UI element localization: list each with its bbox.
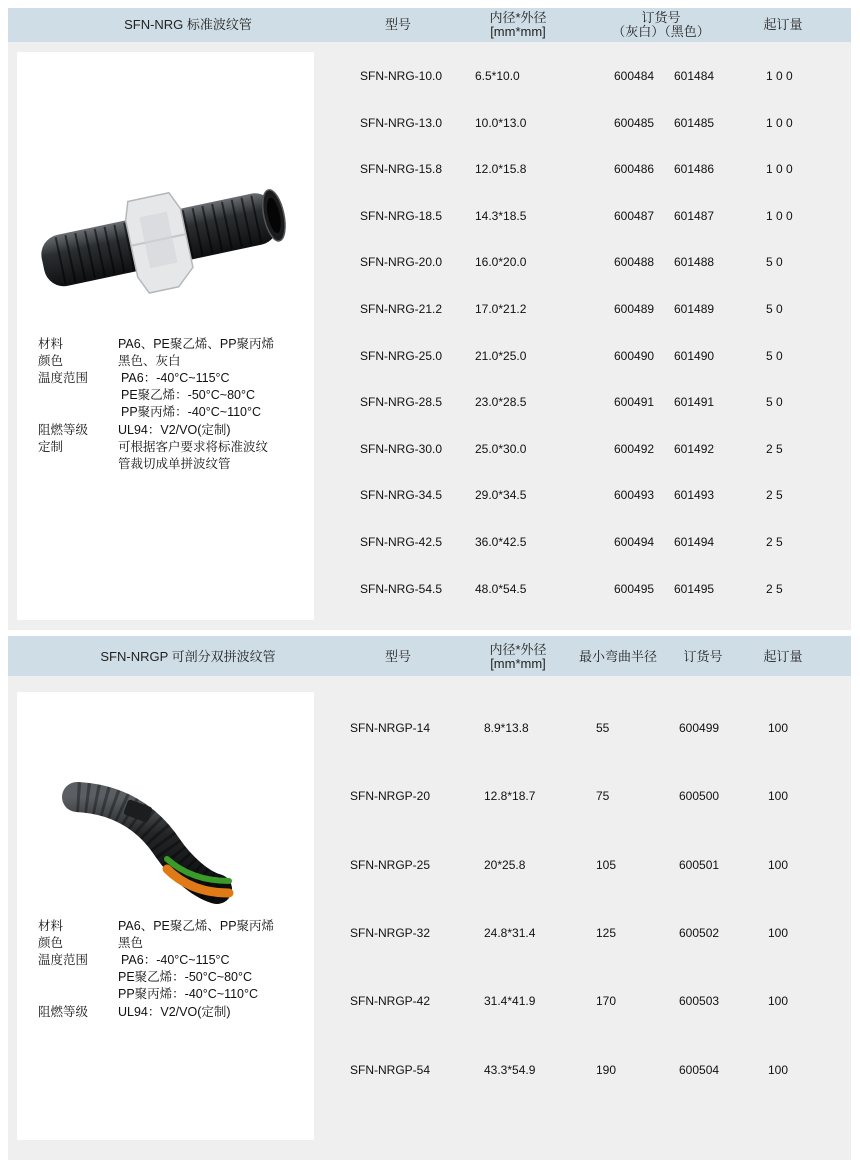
cell-model: SFN-NRG-20.0 xyxy=(360,255,443,270)
cell-moq: 2 5 xyxy=(766,581,783,596)
cell-size: 23.0*28.5 xyxy=(475,395,527,410)
cell-order-black: 601490 xyxy=(674,348,715,363)
spec2-material-label: 材料 xyxy=(38,919,64,933)
cell-model: SFN-NRGP-14 xyxy=(350,721,431,735)
cell-model: SFN-NRG-25.0 xyxy=(360,348,443,363)
table-row xyxy=(8,346,851,366)
cell-order-black: 601493 xyxy=(674,488,715,503)
col-moq: 起订量 xyxy=(763,17,803,32)
spec-color: 黑色、灰白 xyxy=(118,354,181,368)
table-row xyxy=(8,252,851,272)
cell-model: SFN-NRG-10.0 xyxy=(360,69,443,83)
section2-table xyxy=(8,636,851,1160)
cell-order-grey: 600495 xyxy=(614,581,655,596)
cell-order-black: 601489 xyxy=(674,302,715,316)
spec2-material: PA6、PE聚乙烯、PP聚丙烯 xyxy=(118,919,275,933)
cell-order-grey: 600484 xyxy=(614,69,655,83)
cell-moq: 5 0 xyxy=(766,395,783,410)
section2-title: SFN-NRGP 可剖分双拼波纹管 xyxy=(100,649,276,664)
cell-size: 29.0*34.5 xyxy=(475,488,527,503)
cell-order-black: 601488 xyxy=(674,255,715,270)
cell-order-grey: 600494 xyxy=(614,535,655,549)
cell-bend: 105 xyxy=(596,857,617,872)
cell-order-grey: 600487 xyxy=(614,208,655,223)
cell-size: 16.0*20.0 xyxy=(475,255,527,270)
cell-model: SFN-NRGP-54 xyxy=(350,1062,431,1077)
cell-model: SFN-NRGP-32 xyxy=(350,925,431,940)
cell-model: SFN-NRG-13.0 xyxy=(360,115,443,130)
cell-order-black: 601491 xyxy=(674,395,715,410)
cell-order-black: 601494 xyxy=(674,535,715,549)
spec-flame: UL94：V2/VO(定制) xyxy=(118,423,231,437)
table-row xyxy=(8,991,851,1011)
cell-size: 14.3*18.5 xyxy=(475,208,527,223)
table-row xyxy=(8,392,851,412)
spec-custom-label: 定制 xyxy=(38,440,64,454)
cell-order-grey: 600493 xyxy=(614,488,655,503)
cell-order-black: 601485 xyxy=(674,115,715,130)
cell-moq: 5 0 xyxy=(766,255,783,270)
spec2-flame: UL94：V2/VO(定制) xyxy=(118,1005,231,1019)
col-bend: 最小弯曲半径 xyxy=(578,649,657,664)
cell-size: 21.0*25.0 xyxy=(475,348,527,363)
cell-order-black: 601484 xyxy=(674,69,715,83)
cell-moq: 1 0 0 xyxy=(766,115,793,130)
section1-title: SFN-NRG 标准波纹管 xyxy=(124,17,252,32)
cell-order: 600504 xyxy=(679,1062,720,1077)
cell-bend: 190 xyxy=(596,1062,617,1077)
cell-moq: 2 5 xyxy=(766,488,783,503)
cell-bend: 125 xyxy=(596,925,617,940)
cell-moq: 100 xyxy=(768,925,789,940)
cell-order-grey: 600486 xyxy=(614,162,655,177)
cell-size: 12.0*15.8 xyxy=(475,162,527,177)
cell-order-black: 601487 xyxy=(674,208,715,223)
col-model-2: 型号 xyxy=(384,649,411,664)
cell-order-grey: 600488 xyxy=(614,255,655,270)
cell-moq: 1 0 0 xyxy=(766,162,793,177)
col-moq-2: 起订量 xyxy=(763,649,803,664)
cell-order-grey: 600485 xyxy=(614,115,655,130)
table-row xyxy=(8,579,851,599)
cell-moq: 100 xyxy=(768,789,789,804)
spec-flame-label: 阻燃等级 xyxy=(38,423,89,437)
col-order-line1: 订货号 xyxy=(641,10,681,25)
cell-size: 17.0*21.2 xyxy=(475,302,527,316)
cell-moq: 100 xyxy=(768,994,789,1009)
table-row xyxy=(8,299,851,319)
cell-size: 10.0*13.0 xyxy=(475,115,527,130)
cell-moq: 1 0 0 xyxy=(766,69,793,83)
spec-temp-1: PA6：-40°C~115°C xyxy=(121,371,230,385)
cell-model: SFN-NRG-28.5 xyxy=(360,395,443,410)
cell-model: SFN-NRGP-42 xyxy=(350,994,431,1009)
cell-bend: 55 xyxy=(596,721,610,735)
cell-model: SFN-NRG-54.5 xyxy=(360,581,443,596)
spec2-color-label: 颜色 xyxy=(38,936,64,950)
table-row xyxy=(8,439,851,459)
cell-size: 12.8*18.7 xyxy=(484,789,536,804)
cell-order-grey: 600491 xyxy=(614,395,655,410)
cell-model: SFN-NRG-42.5 xyxy=(360,535,443,549)
col-size-line2: [mm*mm] xyxy=(490,24,546,39)
spec2-temp-1: PA6：-40°C~115°C xyxy=(121,953,230,967)
cell-size: 6.5*10.0 xyxy=(475,69,520,83)
table-row xyxy=(8,206,851,226)
spec2-temp-2: PE聚乙烯：-50°C~80°C xyxy=(118,970,252,984)
cell-model: SFN-NRG-34.5 xyxy=(360,488,443,503)
col-size2-line2: [mm*mm] xyxy=(490,656,546,671)
cell-model: SFN-NRG-18.5 xyxy=(360,208,443,223)
spec2-color: 黑色 xyxy=(118,936,144,950)
spec-custom-1: 可根据客户要求将标准波纹 xyxy=(118,440,269,454)
table-row xyxy=(8,1060,851,1080)
spec2-flame-label: 阻燃等级 xyxy=(38,1005,89,1019)
spec-temp-2: PE聚乙烯：-50°C~80°C xyxy=(121,388,255,402)
table-row xyxy=(8,855,851,875)
cell-size: 8.9*13.8 xyxy=(484,721,529,735)
cell-size: 31.4*41.9 xyxy=(484,994,536,1009)
spec-temp-label: 温度范围 xyxy=(38,371,89,385)
cell-size: 36.0*42.5 xyxy=(475,535,527,549)
cell-order-grey: 600490 xyxy=(614,348,655,363)
section-split-conduit xyxy=(8,636,851,1160)
cell-moq: 100 xyxy=(768,1062,789,1077)
cell-order-grey: 600489 xyxy=(614,302,655,316)
spec2-temp-3: PP聚丙烯：-40°C~110°C xyxy=(118,987,259,1001)
cell-order: 600502 xyxy=(679,925,720,940)
cell-model: SFN-NRG-30.0 xyxy=(360,441,443,456)
cell-order: 600500 xyxy=(679,789,720,804)
cell-moq: 5 0 xyxy=(766,348,783,363)
col-size-line1: 内径*外径 xyxy=(489,10,547,25)
cell-bend: 75 xyxy=(596,789,610,804)
cell-order: 600499 xyxy=(679,721,720,735)
cell-size: 43.3*54.9 xyxy=(484,1062,536,1077)
table-row xyxy=(8,532,851,552)
cell-model: SFN-NRGP-25 xyxy=(350,857,431,872)
spec-temp-3: PP聚丙烯：-40°C~110°C xyxy=(121,405,262,419)
spec2-temp-label: 温度范围 xyxy=(38,953,89,967)
col-size2-line1: 内径*外径 xyxy=(489,642,547,657)
cell-model: SFN-NRGP-20 xyxy=(350,789,431,804)
cell-order-black: 601486 xyxy=(674,162,715,177)
cell-order-black: 601495 xyxy=(674,581,715,596)
cell-moq: 5 0 xyxy=(766,302,783,316)
table-row xyxy=(8,113,851,133)
cell-moq: 2 5 xyxy=(766,441,783,456)
spec-color-label: 颜色 xyxy=(38,354,64,368)
table-row xyxy=(8,159,851,179)
section1-table xyxy=(8,8,851,630)
cell-moq: 100 xyxy=(768,857,789,872)
cell-size: 20*25.8 xyxy=(484,857,526,872)
cell-size: 25.0*30.0 xyxy=(475,441,527,456)
col-order-line2: （灰白）（黑色） xyxy=(612,24,710,39)
cell-moq: 100 xyxy=(768,721,789,735)
cell-size: 48.0*54.5 xyxy=(475,581,527,596)
cell-order: 600501 xyxy=(679,857,720,872)
cell-size: 24.8*31.4 xyxy=(484,925,536,940)
table-row xyxy=(8,66,851,86)
cell-bend: 170 xyxy=(596,994,617,1009)
cell-model: SFN-NRG-15.8 xyxy=(360,162,443,177)
spec-material-label: 材料 xyxy=(38,337,64,351)
cell-moq: 1 0 0 xyxy=(766,208,793,223)
table-row xyxy=(8,485,851,505)
table-row xyxy=(8,923,851,943)
cell-moq: 2 5 xyxy=(766,535,783,549)
section-standard-conduit xyxy=(8,8,851,630)
spec-custom-2: 管裁切成单拼波纹管 xyxy=(118,457,231,471)
spec-material: PA6、PE聚乙烯、PP聚丙烯 xyxy=(118,337,275,351)
table-row xyxy=(8,718,851,738)
cell-order-black: 601492 xyxy=(674,441,715,456)
col-model: 型号 xyxy=(384,17,411,32)
cell-order-grey: 600492 xyxy=(614,441,655,456)
cell-order: 600503 xyxy=(679,994,720,1009)
cell-model: SFN-NRG-21.2 xyxy=(360,302,443,316)
table-row xyxy=(8,786,851,806)
col-order-2: 订货号 xyxy=(683,649,723,664)
